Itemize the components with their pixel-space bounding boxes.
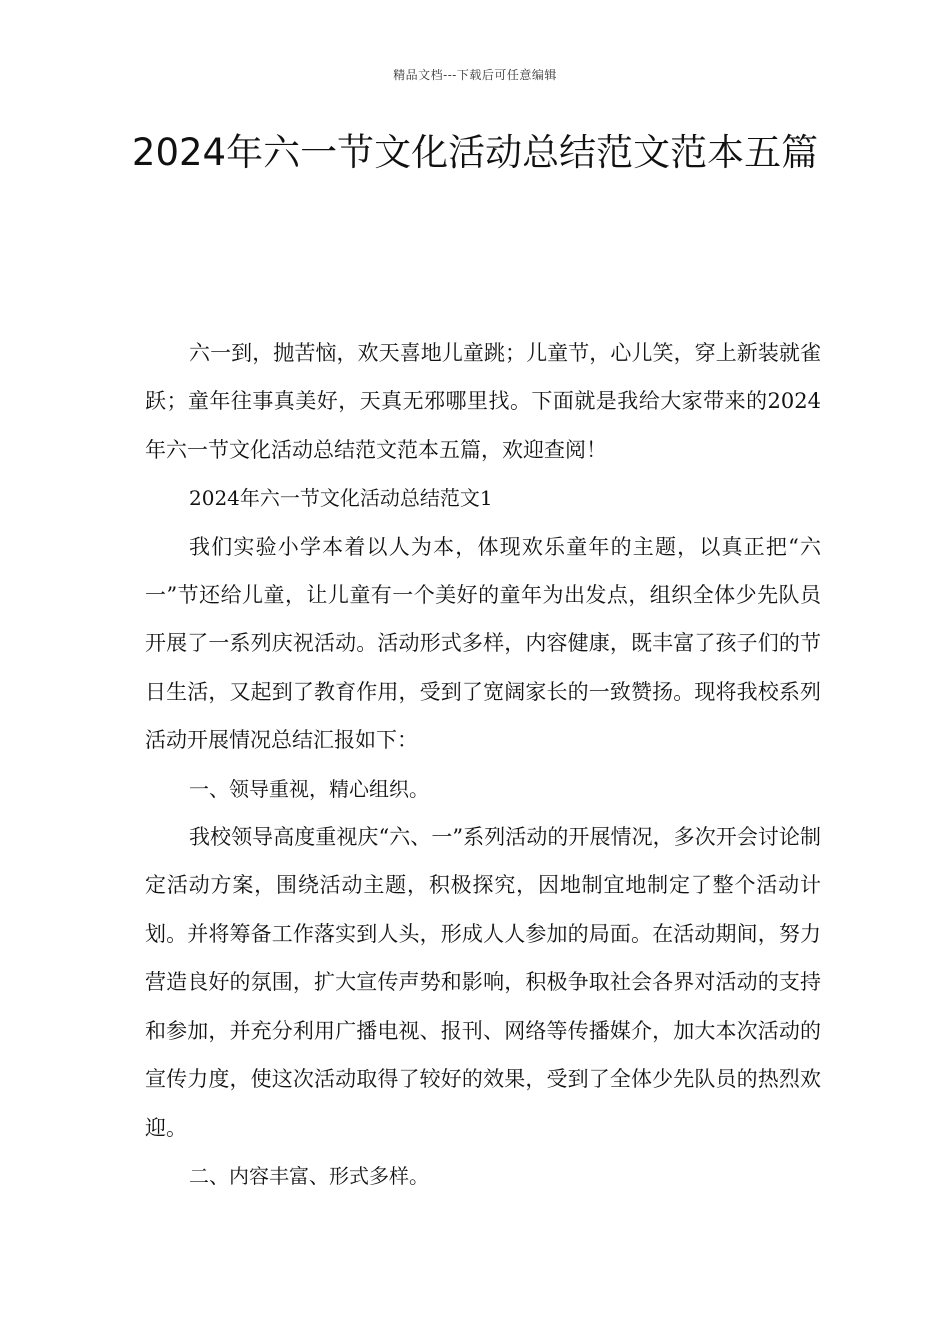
heading-1: 一、领导重视，精心组织。: [189, 776, 429, 801]
heading-2: 二、内容丰富、形式多样。: [189, 1163, 429, 1188]
section-title: 2024年六一节文化活动总结范文1: [189, 486, 493, 511]
paragraph-1: 我们实验小学本着以人为本，体现欢乐童年的主题，以真正把“六一”节还给儿童，让儿童有一个美好的童年为出发点，组织全体少先队员开展了一系列庆祝活动。活动形式多样，内容健康，既丰富了孩子们的节日生活，又起到了教育作用，受到了宽阔家长的一致赞扬。现将我校系列活动开展情况总结汇报如下：: [145, 534, 821, 753]
page-header: 精品文档---下载后可任意编辑: [393, 68, 557, 82]
document-title: 2024年六一节文化活动总结范文范本五篇: [131, 131, 819, 174]
paragraph-2: 我校领导高度重视庆“六、一”系列活动的开展情况，多次开会讨论制定活动方案，围绕活动主题，积极探究，因地制宜地制定了整个活动计划。并将筹备工作落实到人头，形成人人参加的局面。在活动期间，努力营造良好的氛围，扩大宣传声势和影响，积极争取社会各界对活动的支持和参加，并充分利用广播电视、报刊、网络等传播媒介，加大本次活动的宣传力度，使这次活动取得了较好的效果，受到了全体少先队员的热烈欢迎。: [145, 825, 821, 1140]
document-body: [145, 329, 821, 1200]
intro-paragraph: 六一到，抛苦恼，欢天喜地儿童跳；儿童节，心儿笑，穿上新装就雀跃；童年往事真美好，天真无邪哪里找。下面就是我给大家带来的2024年六一节文化活动总结范文范本五篇，欢迎查阅！: [145, 341, 821, 462]
